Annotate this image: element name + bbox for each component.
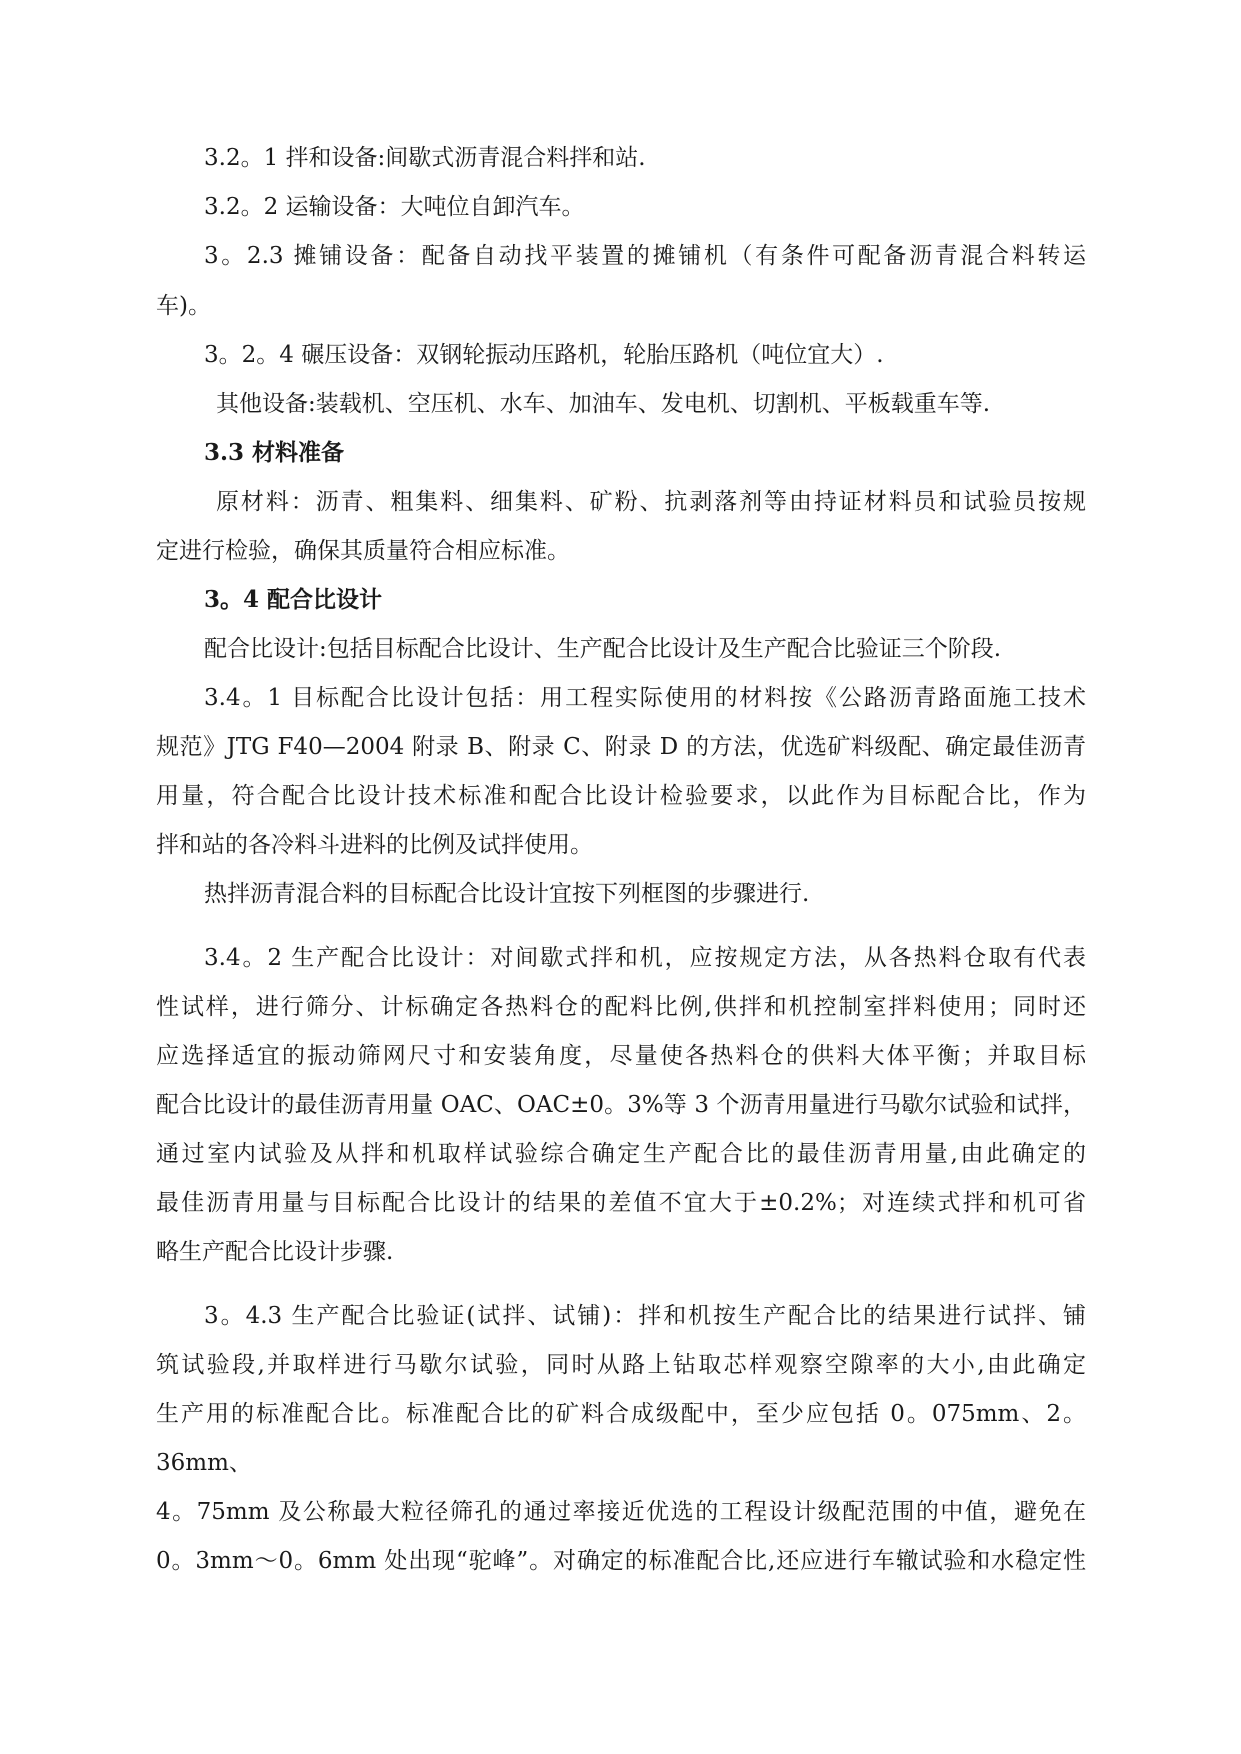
text-line: 3。4.3 生产配合比验证(试拌、试铺)：拌和机按生产配合比的结果进行试拌、铺 [204, 1303, 1086, 1329]
text-line: 规范》JTG F40—2004 附录 B、附录 C、附录 D 的方法，优选矿料级配、确定最佳沥青 [156, 734, 1086, 760]
section-heading: 3。4 配合比设计 [204, 586, 383, 613]
text-line: 3。2。4 碾压设备：双钢轮振动压路机，轮胎压路机（吨位宜大）. [204, 342, 884, 368]
text-line: 3.4。1 目标配合比设计包括：用工程实际使用的材料按《公路沥青路面施工技术 [204, 685, 1086, 711]
text-line: 3.4。2 生产配合比设计：对间歇式拌和机，应按规定方法，从各热料仓取有代表 [204, 945, 1086, 971]
text-line: 车)。 [156, 293, 211, 319]
text-line: 筑试验段,并取样进行马歇尔试验，同时从路上钻取芯样观察空隙率的大小,由此确定 [156, 1352, 1086, 1378]
text-line: 热拌沥青混合料的目标配合比设计宜按下列框图的步骤进行. [204, 881, 810, 907]
text-line: 3.2。2 运输设备：大吨位自卸汽车。 [204, 194, 585, 220]
text-line: 配合比设计:包括目标配合比设计、生产配合比设计及生产配合比验证三个阶段. [204, 636, 1002, 662]
text-line: 生产用的标准配合比。标准配合比的矿料合成级配中，至少应包括 0。075mm、2。 [156, 1401, 1086, 1427]
text-line: 3.2。1 拌和设备:间歇式沥青混合料拌和站. [204, 145, 646, 171]
text-line: 0。3mm～0。6mm 处出现“驼峰”。对确定的标准配合比,还应进行车辙试验和水稳定性 [156, 1548, 1086, 1574]
text-line: 应选择适宜的振动筛网尺寸和安装角度，尽量使各热料仓的供料大体平衡；并取目标 [156, 1043, 1086, 1069]
text-line: 最佳沥青用量与目标配合比设计的结果的差值不宜大于±0.2%；对连续式拌和机可省 [156, 1190, 1086, 1216]
text-line: 配合比设计的最佳沥青用量 OAC、OAC±0。3%等 3 个沥青用量进行马歇尔试验和试拌， [156, 1092, 1086, 1118]
text-line: 其他设备:装载机、空压机、水车、加油车、发电机、切割机、平板载重车等. [216, 391, 991, 417]
section-heading: 3.3 材料准备 [204, 439, 345, 466]
text-line: 定进行检验，确保其质量符合相应标准。 [156, 538, 570, 564]
text-line: 略生产配合比设计步骤. [156, 1239, 394, 1265]
text-line: 3。2.3 摊铺设备：配备自动找平装置的摊铺机（有条件可配备沥青混合料转运 [204, 243, 1086, 269]
text-line: 性试样，进行筛分、计标确定各热料仓的配料比例,供拌和机控制室拌料使用；同时还 [156, 994, 1086, 1020]
text-line: 拌和站的各冷料斗进料的比例及试拌使用。 [156, 832, 593, 858]
text-line: 36mm、 [156, 1450, 252, 1476]
text-line: 原材料：沥青、粗集料、细集料、矿粉、抗剥落剂等由持证材料员和试验员按规 [216, 489, 1086, 515]
text-line: 4。75mm 及公称最大粒径筛孔的通过率接近优选的工程设计级配范围的中值，避免在 [156, 1499, 1086, 1525]
text-line: 用量，符合配合比设计技术标准和配合比设计检验要求，以此作为目标配合比，作为 [156, 783, 1086, 809]
text-line: 通过室内试验及从拌和机取样试验综合确定生产配合比的最佳沥青用量,由此确定的 [156, 1141, 1086, 1167]
